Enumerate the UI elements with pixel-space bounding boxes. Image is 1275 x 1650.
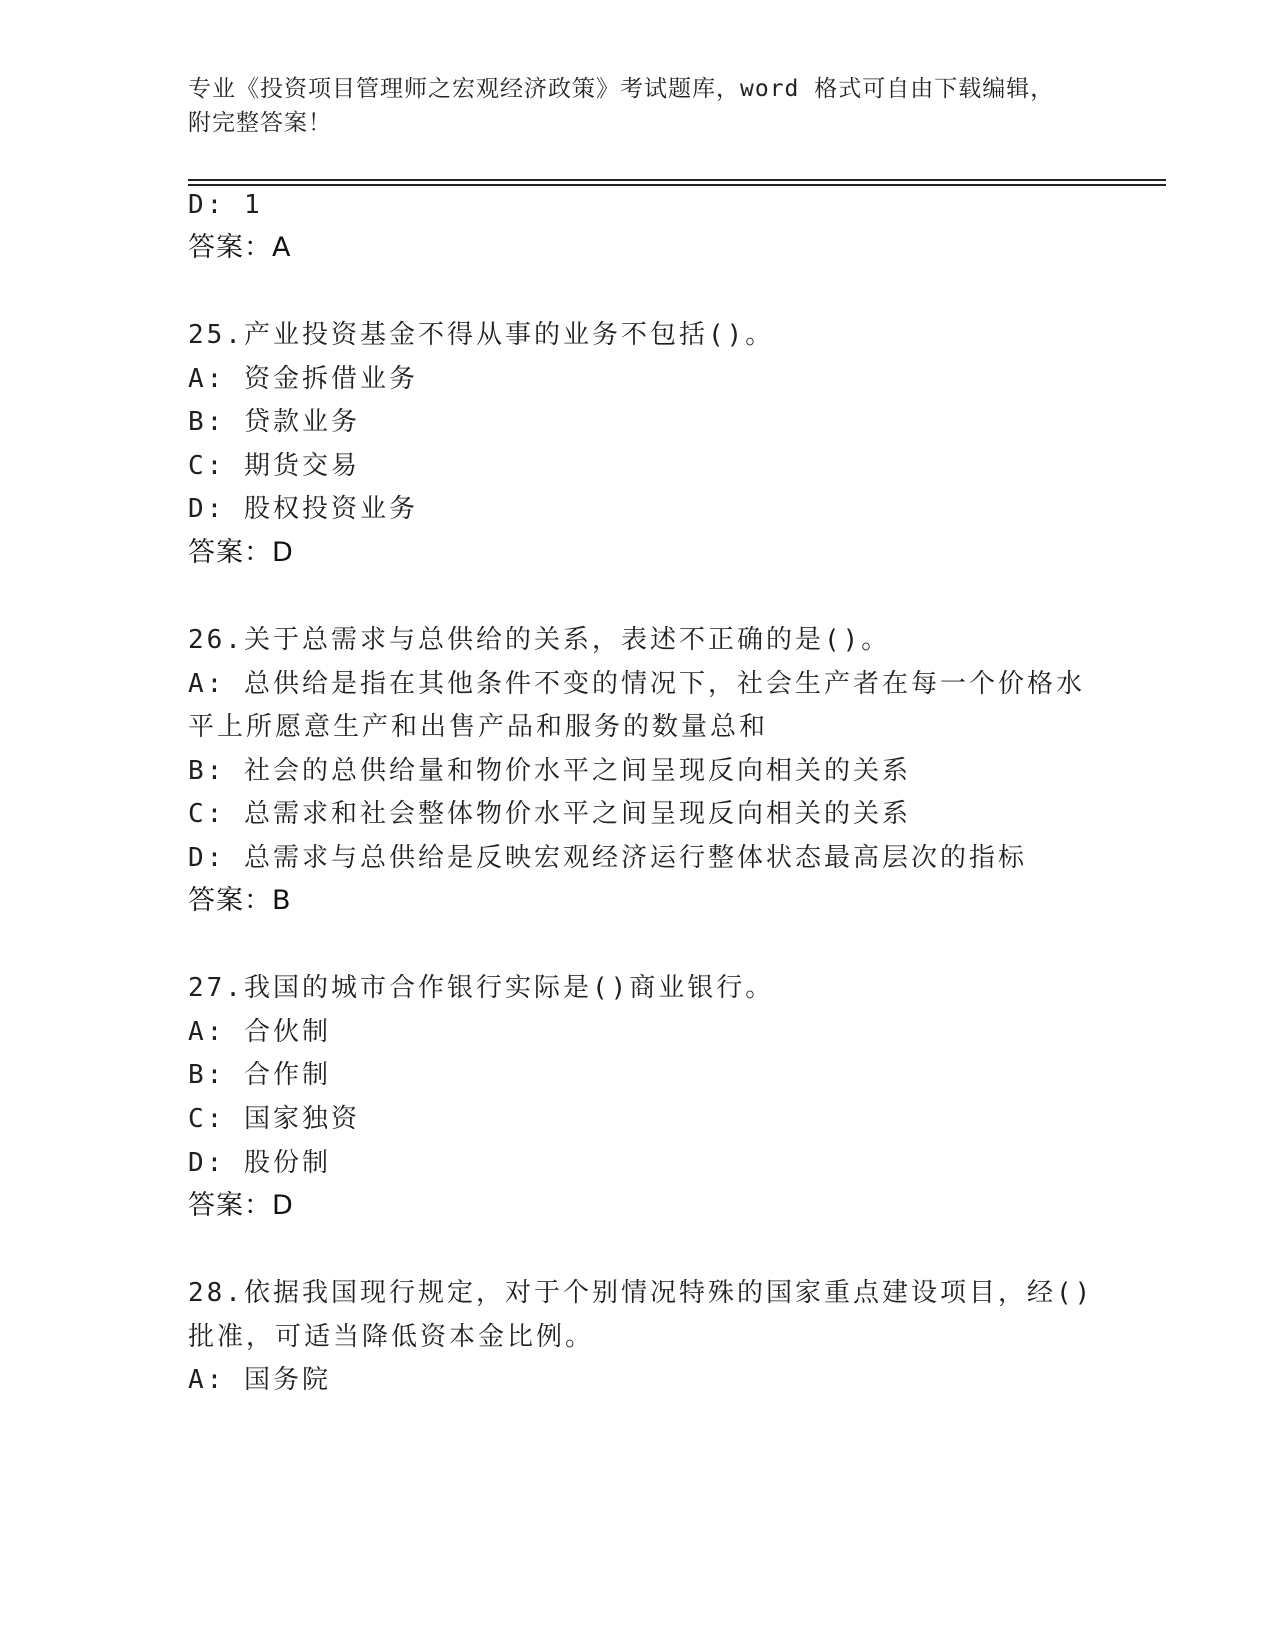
- question-27-option-a: A: 合伙制: [188, 1017, 331, 1047]
- question-25-option-c: C: 期货交易: [188, 451, 360, 481]
- question-26-option-d: D: 总需求与总供给是反映宏观经济运行整体状态最高层次的指标: [188, 843, 1027, 873]
- question-28-stem-cont: 批准，可适当降低资本金比例。: [188, 1322, 595, 1352]
- question-26-answer: 答案：B: [188, 885, 292, 916]
- question-25-answer: 答案：D: [188, 537, 294, 568]
- answer-line: 答案：A: [188, 232, 292, 263]
- question-27-answer: 答案：D: [188, 1190, 294, 1221]
- question-27-stem: 27.我国的城市合作银行实际是()商业银行。: [188, 973, 775, 1003]
- question-28-stem: 28.依据我国现行规定，对于个别情况特殊的国家重点建设项目，经(): [188, 1278, 1094, 1308]
- header-line-1: 专业《投资项目管理师之宏观经济政策》考试题库，word 格式可自由下载编辑，: [188, 76, 1055, 102]
- option-d: D: 1: [188, 190, 263, 220]
- question-27-option-d: D: 股份制: [188, 1148, 331, 1178]
- question-26-option-a: A: 总供给是指在其他条件不变的情况下，社会生产者在每一个价格水: [188, 669, 1085, 699]
- question-25-option-b: B: 贷款业务: [188, 407, 360, 437]
- question-27-option-b: B: 合作制: [188, 1060, 331, 1090]
- question-27-option-c: C: 国家独资: [188, 1104, 360, 1134]
- document-header: [188, 72, 1088, 140]
- header-divider-top: [188, 179, 1166, 181]
- question-26-option-a-cont: 平上所愿意生产和出售产品和服务的数量总和: [188, 712, 769, 742]
- question-26-option-c: C: 总需求和社会整体物价水平之间呈现反向相关的关系: [188, 799, 911, 829]
- header-divider-bottom: [188, 184, 1166, 186]
- question-25-option-a: A: 资金拆借业务: [188, 364, 418, 394]
- question-26-option-b: B: 社会的总供给量和物价水平之间呈现反向相关的关系: [188, 756, 911, 786]
- header-line-2: 附完整答案！: [188, 110, 332, 136]
- question-25-option-d: D: 股权投资业务: [188, 494, 418, 524]
- question-28-option-a: A: 国务院: [188, 1365, 331, 1395]
- question-26-stem: 26.关于总需求与总供给的关系，表述不正确的是()。: [188, 625, 891, 655]
- question-25-stem: 25.产业投资基金不得从事的业务不包括()。: [188, 320, 775, 350]
